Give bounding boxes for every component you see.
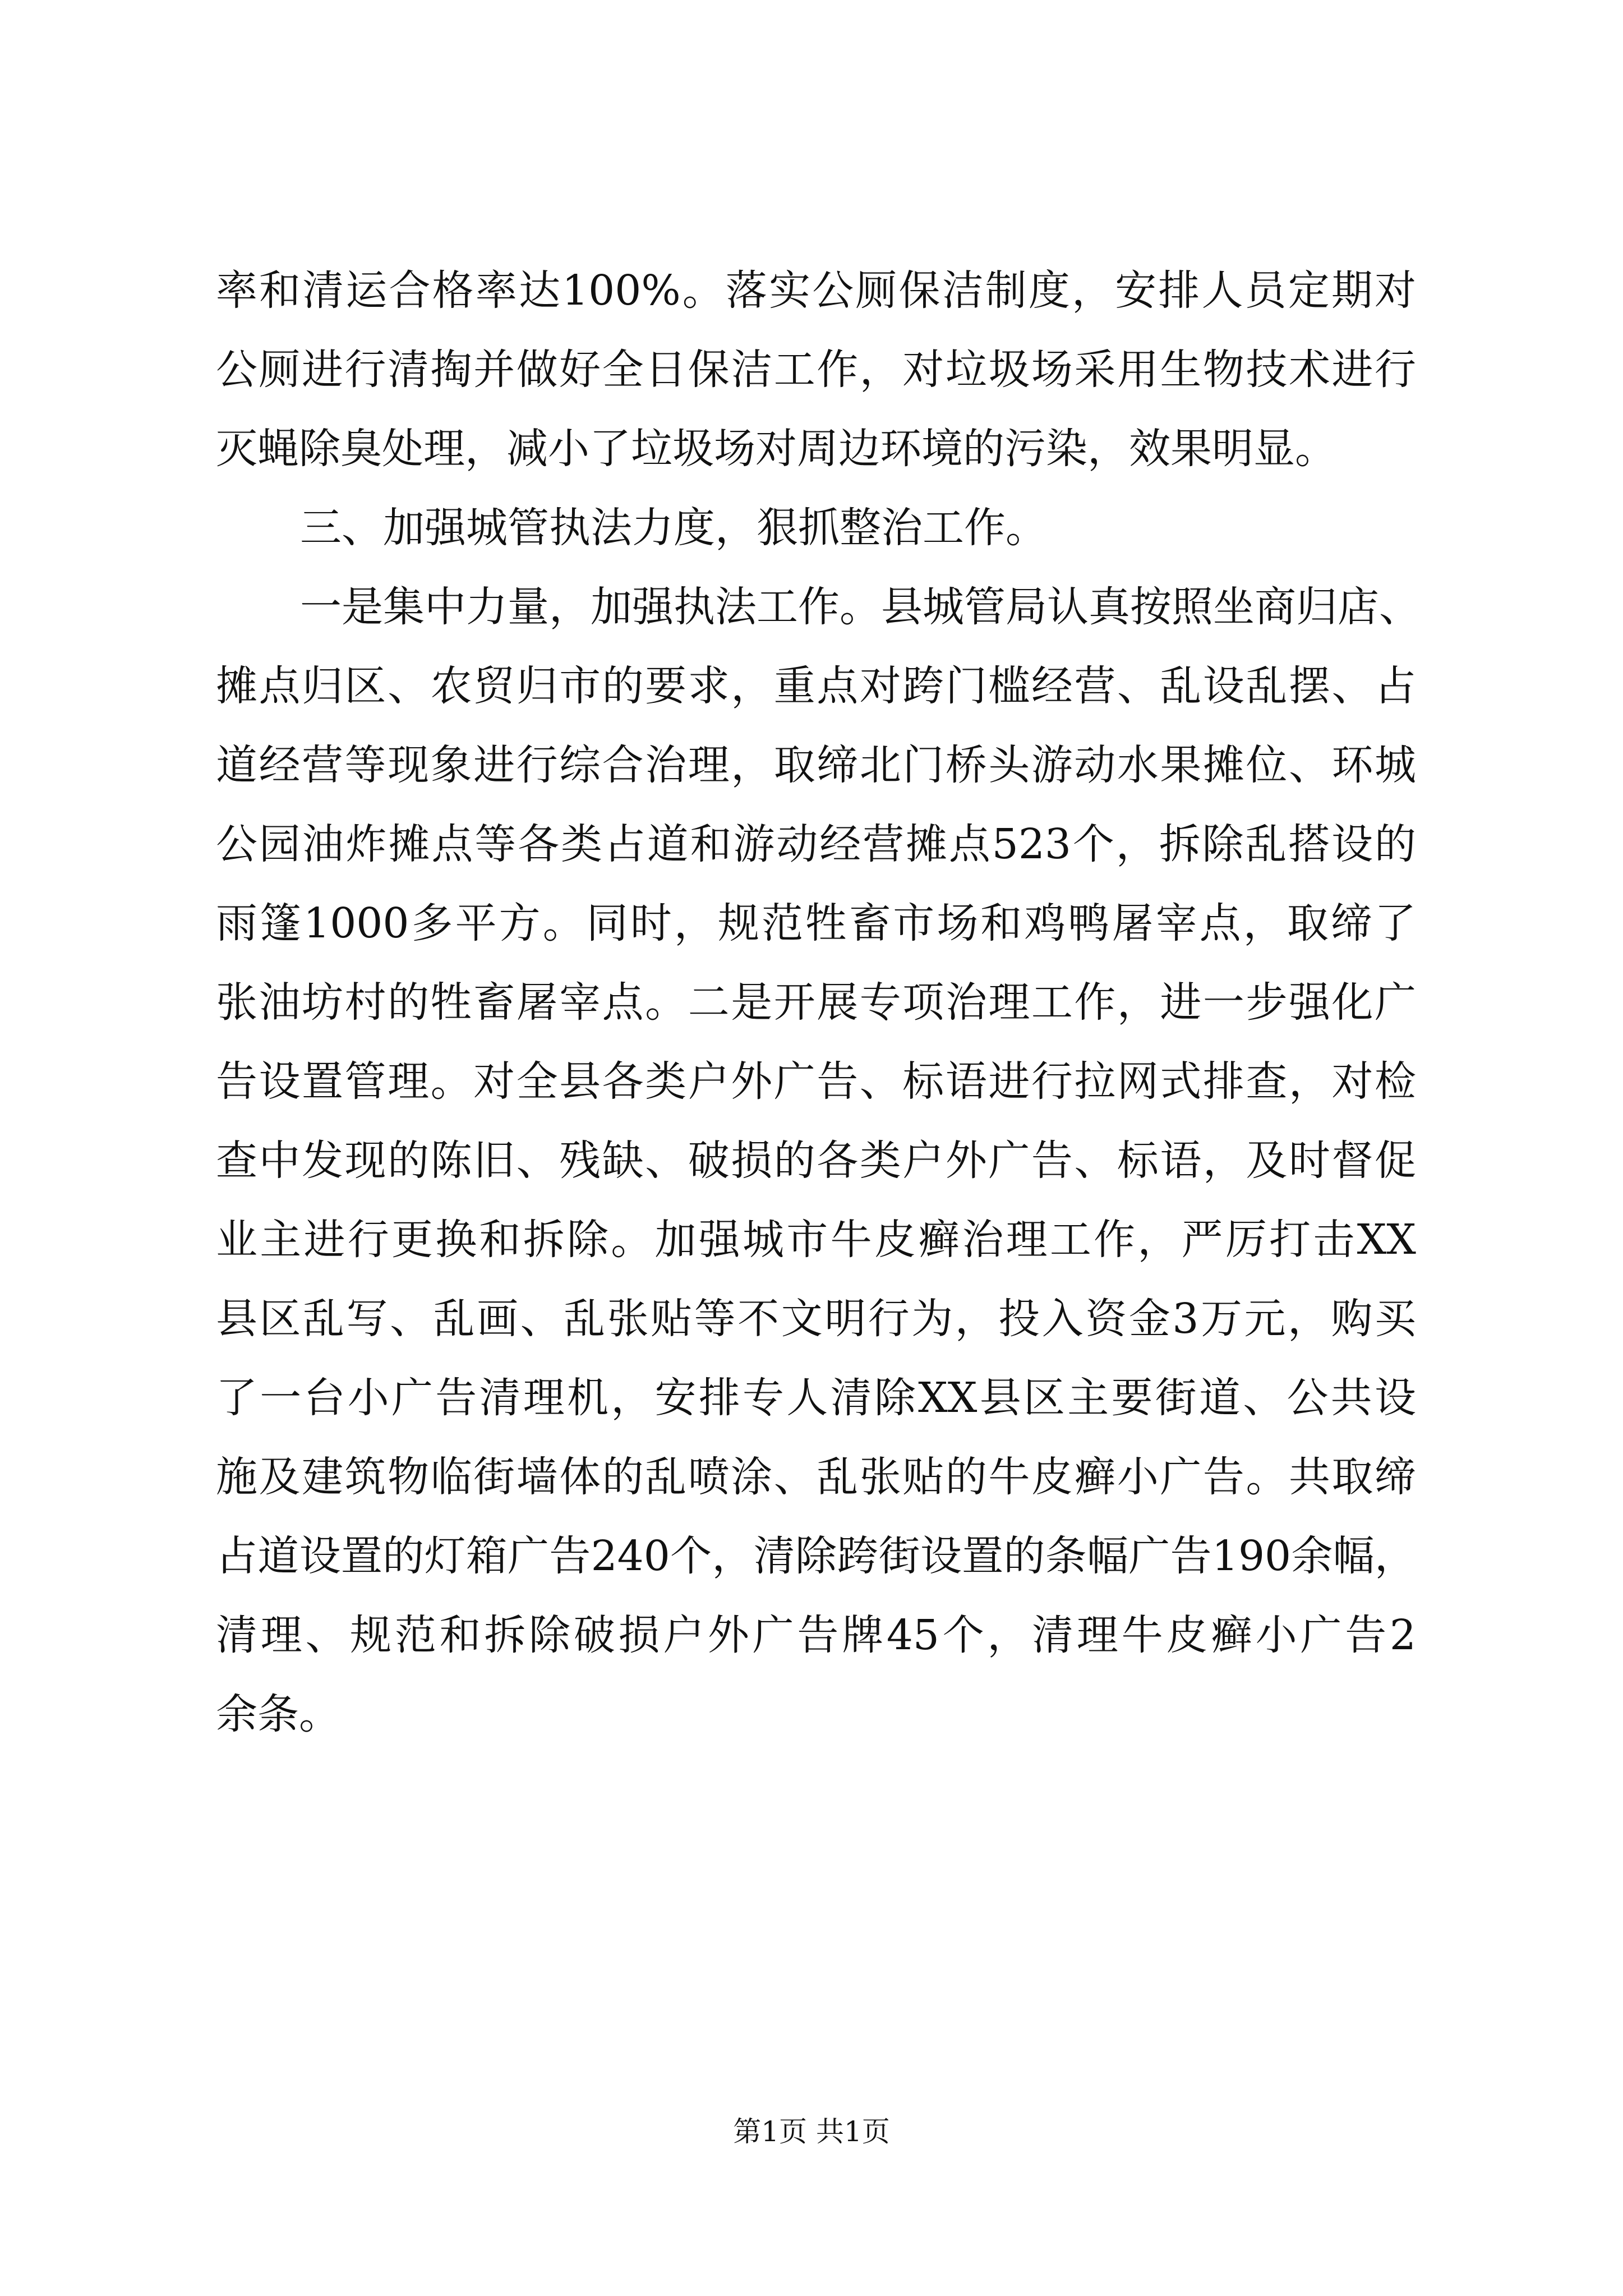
text-line: 雨篷1000多平方。同时，规范牲畜市场和鸡鸭屠宰点，取缔了 [216,899,1416,947]
text-line: 公园油炸摊点等各类占道和游动经营摊点523个，拆除乱搭设的 [216,820,1416,868]
text-line: 施及建筑物临街墙体的乱喷涂、乱张贴的牛皮癣小广告。共取缔 [216,1453,1416,1501]
text-line: 余条。 [216,1690,340,1738]
text-line: 查中发现的陈旧、残缺、破损的各类户外广告、标语，及时督促 [216,1137,1416,1185]
text-line: 告设置管理。对全县各类户外广告、标语进行拉网式排查，对检 [216,1057,1416,1106]
text-line: 一是集中力量，加强执法工作。县城管局认真按照坐商归店、 [300,583,1421,631]
text-line: 道经营等现象进行综合治理，取缔北门桥头游动水果摊位、环城 [216,741,1416,789]
text-line: 摊点归区、农贸归市的要求，重点对跨门槛经营、乱设乱摆、占 [216,662,1416,710]
text-line: 张油坊村的牲畜屠宰点。二是开展专项治理工作，进一步强化广 [216,978,1416,1027]
page-number-footer: 第1页 共1页 [733,2115,890,2148]
text-line: 县区乱写、乱画、乱张贴等不文明行为，投入资金3万元，购买 [216,1295,1416,1343]
text-line: 率和清运合格率达100%。落实公厕保洁制度，安排人员定期对 [216,266,1416,315]
text-line: 业主进行更换和拆除。加强城市牛皮癣治理工作，严厉打击XX [216,1216,1416,1264]
text-line: 了一台小广告清理机，安排专人清除XX县区主要街道、公共设 [216,1374,1416,1422]
text-line: 灭蝇除臭处理，减小了垃圾场对周边环境的污染，效果明显。 [216,425,1336,473]
section-heading: 三、加强城管执法力度，狠抓整治工作。 [300,504,1047,552]
text-line: 公厕进行清掏并做好全日保洁工作，对垃圾场采用生物技术进行 [216,346,1416,394]
text-line: 清理、规范和拆除破损户外广告牌45个，清理牛皮癣小广告2 [216,1611,1416,1659]
text-line: 占道设置的灯箱广告240个，清除跨街设置的条幅广告190余幅， [216,1532,1416,1580]
document-body [216,251,1421,1754]
